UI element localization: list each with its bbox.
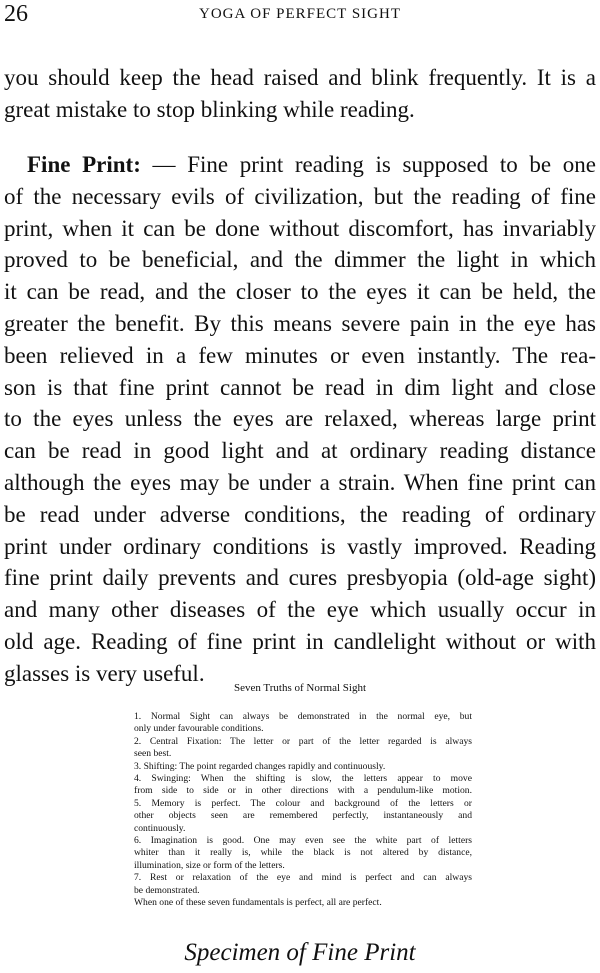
fine-print-specimen bbox=[134, 711, 472, 910]
specimen-line: 6. Imagination is good. One may even see the white part of letters bbox=[134, 835, 472, 847]
text-line: been relieved in a few minutes or even instantly. The rea- bbox=[4, 342, 596, 368]
text-line: old age. Reading of fine print in candlelight without or with bbox=[4, 628, 596, 654]
text-line: of the necessary evils of civilization, but the reading of fine bbox=[4, 183, 596, 209]
specimen-line: illumination, size or form of the letters. bbox=[134, 859, 285, 871]
text-line: although the eyes may be under a strain. When fine print can bbox=[4, 469, 596, 495]
specimen-line: 2. Central Fixation: The letter or part of the letter regarded is always bbox=[134, 735, 472, 747]
text-line: it can be read, and the closer to the eyes it can be held, the bbox=[4, 279, 596, 305]
running-head: YOGA OF PERFECT SIGHT bbox=[198, 6, 401, 22]
specimen-line: other objects seen are remembered perfectly, instantaneously and bbox=[134, 810, 472, 822]
paragraph-fine-print bbox=[4, 149, 596, 690]
text-line: print under ordinary conditions is vastly improved. Reading bbox=[4, 533, 596, 559]
text-line: great mistake to stop blinking while reading. bbox=[4, 96, 415, 122]
text-line: Fine Print: — Fine print reading is supposed to be one bbox=[27, 152, 596, 177]
figure-caption: Specimen of Fine Print bbox=[184, 939, 416, 966]
specimen-line: continuously. bbox=[134, 822, 186, 834]
specimen-line: whiter than it really is, while the black is not altered by distance, bbox=[134, 847, 472, 859]
specimen-line: When one of these seven fundamentals is perfect, all are perfect. bbox=[134, 897, 382, 909]
specimen-line: 5. Memory is perfect. The colour and background of the letters or bbox=[134, 797, 472, 809]
specimen-line: 1. Normal Sight can always be demonstrated in the normal eye, but bbox=[134, 711, 472, 722]
text-line: print, when it can be done without discomfort, has invariably bbox=[4, 215, 596, 241]
text-line: glasses is very useful. bbox=[4, 660, 205, 686]
paragraph-continuation bbox=[4, 62, 596, 126]
text-line: fine print daily prevents and cures presbyopia (old-age sight) bbox=[4, 565, 596, 591]
page-number: 26 bbox=[4, 1, 28, 27]
text-line: to the eyes unless the eyes are relaxed, whereas large print bbox=[4, 406, 596, 432]
specimen-line: 4. Swinging: When the shifting is slow, the letters appear to move bbox=[134, 773, 472, 785]
specimen-line: seen best. bbox=[134, 748, 172, 760]
text-line: greater the benefit. By this means severe pain in the eye has bbox=[4, 310, 596, 336]
text-line: and many other diseases of the eye which usually occur in bbox=[4, 597, 596, 623]
specimen-line: be demonstrated. bbox=[134, 884, 200, 896]
specimen-line: 3. Shifting: The point regarded changes rapidly and continuously. bbox=[134, 760, 386, 772]
specimen-line: 7. Rest or relaxation of the eye and mind is perfect and can always bbox=[134, 872, 472, 884]
section-lead: Fine Print: bbox=[27, 152, 141, 177]
text-line: proved to be beneficial, and the dimmer the light in which bbox=[4, 247, 596, 273]
specimen-line: from side to side or in other directions with a pendulum-like motion. bbox=[134, 785, 472, 797]
text-line: can be read in good light and at ordinary reading distance bbox=[4, 438, 596, 464]
specimen-title: Seven Truths of Normal Sight bbox=[233, 682, 366, 694]
page-header bbox=[0, 0, 600, 30]
text-line: be read under adverse conditions, the reading of ordinary bbox=[4, 501, 596, 527]
specimen-line: only under favourable conditions. bbox=[134, 723, 264, 735]
text-line: son is that fine print cannot be read in dim light and close bbox=[4, 374, 596, 400]
text-line: you should keep the head raised and blink frequently. It is a bbox=[4, 65, 596, 90]
